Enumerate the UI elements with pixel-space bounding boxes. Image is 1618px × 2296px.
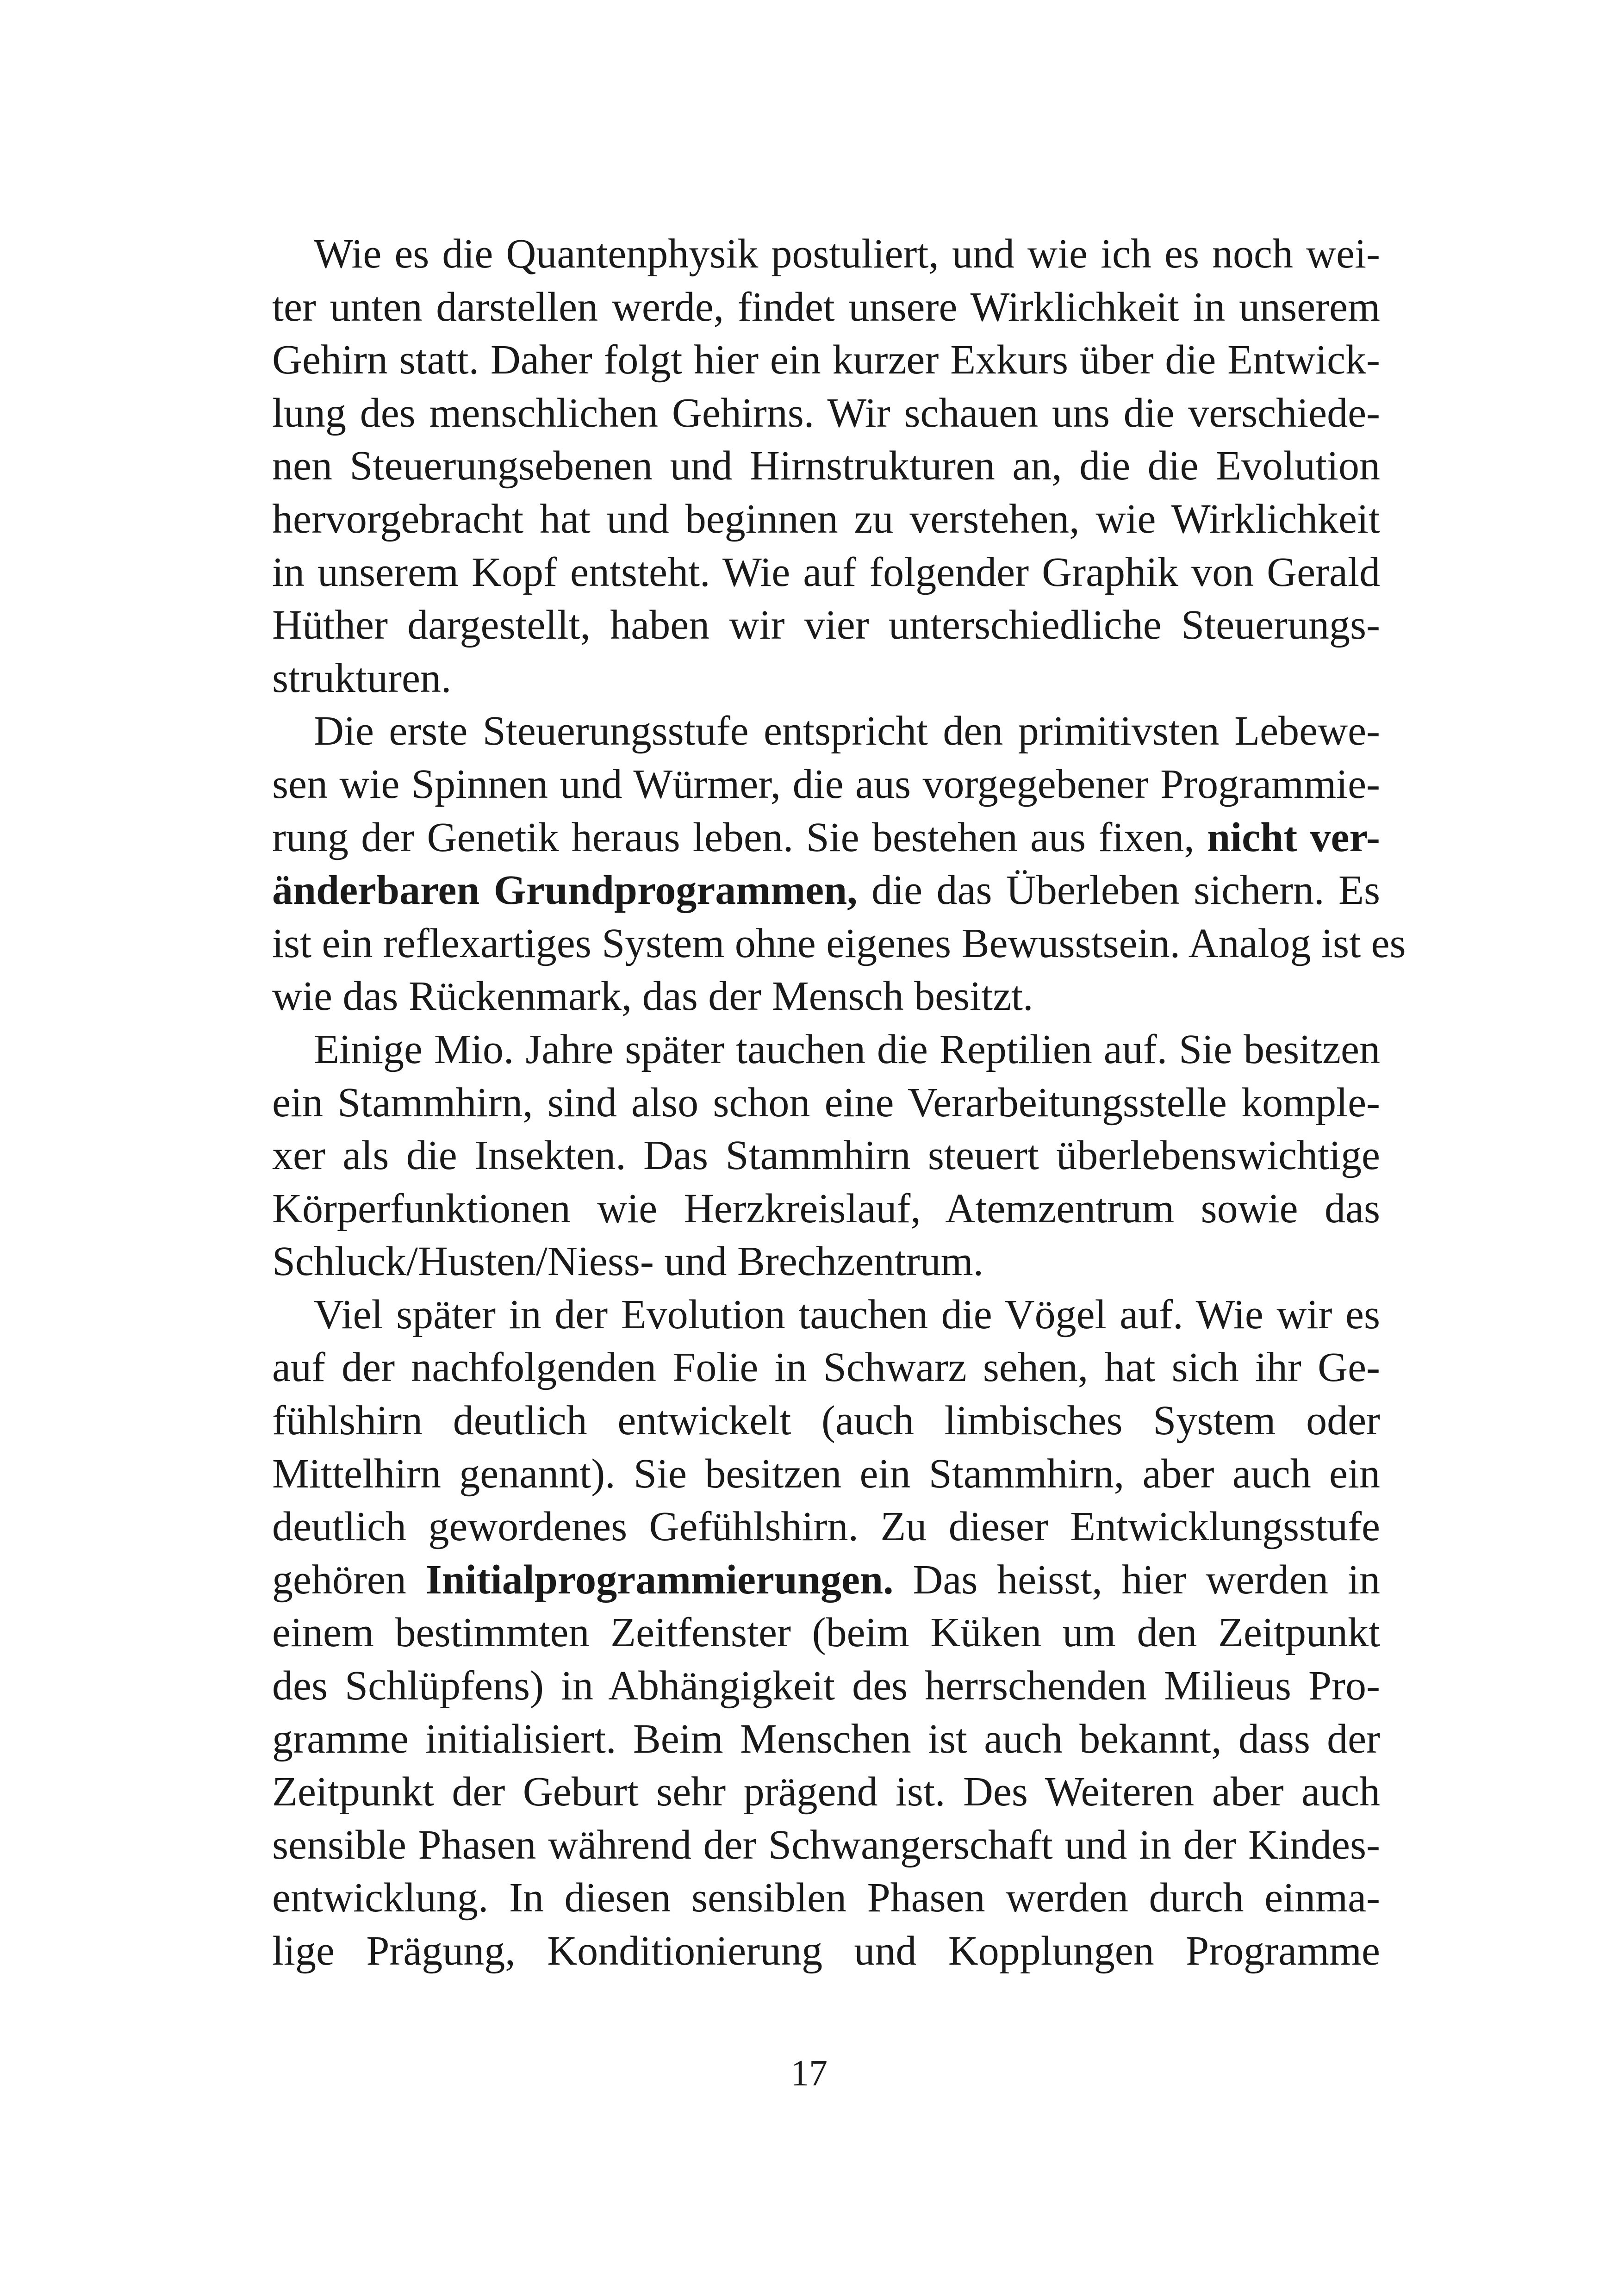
text-line: entwicklung. In diesen sensiblen Phasen werden durch einma- xyxy=(272,1875,1380,1921)
text-line: Hüther dargestellt, haben wir vier unterschiedliche Steuerungs- xyxy=(272,602,1380,648)
text-line: hervorgebracht hat und beginnen zu verstehen, wie Wirklichkeit xyxy=(272,496,1380,542)
text-line: auf der nachfolgenden Folie in Schwarz sehen, hat sich ihr Ge- xyxy=(272,1344,1380,1391)
paragraph-1 xyxy=(272,228,1380,705)
text-fragment: die das Überleben sichern. Es xyxy=(857,867,1380,914)
text-fragment: Das heisst, hier werden in xyxy=(893,1556,1380,1603)
text-line: Viel später in der Evolution tauchen die Vögel auf. Wie wir es xyxy=(314,1291,1380,1338)
text-line: in unserem Kopf entsteht. Wie auf folgender Graphik von Gerald xyxy=(272,549,1380,595)
text-line: ist ein reflexartiges System ohne eigenes Bewusstsein. Analog ist es xyxy=(272,920,1406,966)
text-line: wie das Rückenmark, das der Mensch besitzt. xyxy=(272,973,1033,1020)
text-line: strukturen. xyxy=(272,655,452,701)
page-number: 17 xyxy=(790,2053,828,2094)
text-line: ter unten darstellen werde, findet unsere Wirklichkeit in unserem xyxy=(272,284,1380,330)
text-line: lige Prägung, Konditionierung und Kopplungen Programme xyxy=(272,1928,1380,1974)
text-line: gramme initialisiert. Beim Menschen ist auch bekannt, dass der xyxy=(272,1716,1380,1762)
text-line xyxy=(272,1554,1380,1607)
text-line: Gehirn statt. Daher folgt hier ein kurzer Exkurs über die Entwick- xyxy=(272,337,1380,383)
text-line: Körperfunktionen wie Herzkreislauf, Atemzentrum sowie das xyxy=(272,1185,1380,1232)
text-line: sen wie Spinnen und Würmer, die aus vorgegebener Programmie- xyxy=(272,761,1380,807)
text-line: lung des menschlichen Gehirns. Wir schauen uns die verschiede- xyxy=(272,390,1380,436)
text-line: Zeitpunkt der Geburt sehr prägend ist. Des Weiteren aber auch xyxy=(272,1769,1380,1815)
bold-emphasis: nicht ver- xyxy=(1207,814,1380,860)
text-line xyxy=(272,811,1380,865)
text-line: einem bestimmten Zeitfenster (beim Küken um den Zeitpunkt xyxy=(272,1610,1380,1656)
text-line: xer als die Insekten. Das Stammhirn steuert überlebenswichtige xyxy=(272,1132,1380,1179)
text-line: Schluck/Husten/Niess- und Brechzentrum. xyxy=(272,1238,984,1285)
body-text xyxy=(272,228,1406,1978)
paragraph-2 xyxy=(272,705,1406,1023)
text-line: sensible Phasen während der Schwangerschaft und in der Kindes- xyxy=(272,1822,1380,1868)
text-line: fühlshirn deutlich entwickelt (auch limbisches System oder xyxy=(272,1398,1380,1444)
paragraph-3 xyxy=(272,1023,1380,1288)
text-line: ein Stammhirn, sind also schon eine Verarbeitungsstelle komple- xyxy=(272,1079,1380,1126)
bold-emphasis: änderbaren Grundprogrammen, xyxy=(272,867,858,914)
paragraph-4 xyxy=(272,1288,1380,1978)
text-line: nen Steuerungsebenen und Hirnstrukturen an, die die Evolution xyxy=(272,443,1380,489)
text-line: Wie es die Quantenphysik postuliert, und wie ich es noch wei- xyxy=(314,231,1380,277)
bold-emphasis: Initialprogrammierungen. xyxy=(425,1556,894,1603)
text-line: deutlich gewordenes Gefühlshirn. Zu dieser Entwicklungsstufe xyxy=(272,1504,1380,1550)
text-line xyxy=(272,864,1380,917)
text-line: Mittelhirn genannt). Sie besitzen ein Stammhirn, aber auch ein xyxy=(272,1450,1380,1497)
text-line: des Schlüpfens) in Abhängigkeit des herrschenden Milieus Pro- xyxy=(272,1663,1380,1709)
text-fragment: gehören xyxy=(272,1556,426,1603)
text-line: Die erste Steuerungsstufe entspricht den primitivsten Lebewe- xyxy=(314,708,1380,754)
text-line: Einige Mio. Jahre später tauchen die Reptilien auf. Sie besitzen xyxy=(314,1026,1380,1072)
text-fragment: rung der Genetik heraus leben. Sie bestehen aus fixen, xyxy=(272,814,1207,860)
